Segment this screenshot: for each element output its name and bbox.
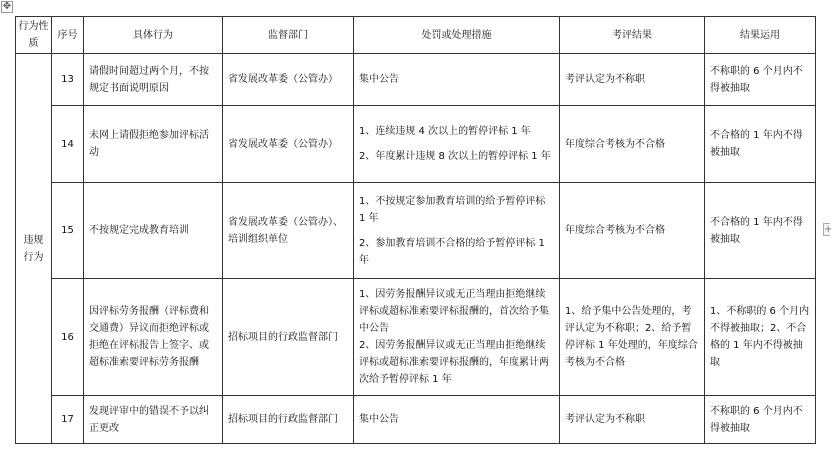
seq-cell: 16 (52, 279, 84, 396)
result-cell: 考评认定为不称职 (560, 54, 705, 106)
measures-cell (354, 183, 560, 279)
dept-cell: 省发展改革委（公管办） (223, 54, 354, 106)
dept-cell: 招标项目的行政监督部门 (223, 279, 354, 396)
table-insert-column-handle[interactable]: + (824, 224, 832, 235)
measure-spacer (359, 140, 554, 148)
measure-line: 1、连续违规 4 次以上的暂停评标 1 年 (359, 126, 531, 137)
table-row (16, 279, 816, 396)
seq-cell: 15 (52, 183, 84, 279)
table-row (16, 396, 816, 444)
header-category: 行为性质 (16, 17, 52, 54)
usage-cell: 不合格的 1 年内不得被抽取 (705, 106, 816, 183)
measures-cell (354, 279, 560, 396)
result-cell: 1、给予集中公告处理的，考评认定为不称职；2、给予暂停评标 1 年处理的，年度综合考核为不合格 (560, 279, 705, 396)
behavior-cell: 不按规定完成教育培训 (84, 183, 223, 279)
table-row (16, 54, 816, 106)
dept-cell: 省发展改革委（公管办） (223, 106, 354, 183)
usage-cell: 不称职的 6 个月内不得被抽取 (705, 396, 816, 444)
measure-spacer (359, 227, 554, 235)
usage-cell: 不合格的 1 年内不得被抽取 (705, 183, 816, 279)
header-usage: 结果运用 (705, 17, 816, 54)
seq-cell: 17 (52, 396, 84, 444)
measure-line: 1、不按规定参加教育培训的给予暂停评标 1 年 (359, 195, 546, 224)
behavior-cell: 发现评审中的错误不予以纠正更改 (84, 396, 223, 444)
measure-line: 2、年度累计违规 8 次以上的暂停评标 1 年 (359, 151, 551, 162)
dept-cell: 招标项目的行政监督部门 (223, 396, 354, 444)
violation-table (15, 16, 816, 444)
usage-cell: 1、不称职的 6 个月内不得被抽取；2、不合格的 1 年内不得被抽取 (705, 279, 816, 396)
seq-cell: 14 (52, 106, 84, 183)
measure-line: 集中公告 (359, 414, 399, 425)
table-row (16, 106, 816, 183)
seq-cell: 13 (52, 54, 84, 106)
header-measures: 处罚或处理措施 (354, 17, 560, 54)
category-cell: 违规行为 (16, 54, 52, 444)
usage-cell: 不称职的 6 个月内不得被抽取 (705, 54, 816, 106)
behavior-cell: 请假时间超过两个月，不按规定书面说明原因 (84, 54, 223, 106)
behavior-cell: 因评标劳务报酬（评标费和交通费）异议而拒绝评标或拒绝在评标报告上签字、或超标准索要评标劳务报酬 (84, 279, 223, 396)
header-dept: 监督部门 (223, 17, 354, 54)
measures-cell (354, 106, 560, 183)
measures-cell (354, 54, 560, 106)
dept-cell: 省发展改革委（公管办）、培训组织单位 (223, 183, 354, 279)
header-result: 考评结果 (560, 17, 705, 54)
header-seq: 序号 (52, 17, 84, 54)
result-cell: 年度综合考核为不合格 (560, 106, 705, 183)
measure-line: 集中公告 (359, 74, 399, 85)
measure-line: 2、参加教育培训不合格的给予暂停评标 1 年 (359, 237, 545, 266)
behavior-cell: 未网上请假拒绝参加评标活动 (84, 106, 223, 183)
result-cell: 年度综合考核为不合格 (560, 183, 705, 279)
measure-line: 2、因劳务报酬异议或无正当理由拒绝继续评标或超标准索要评标报酬的，年度累计两次给予暂停评标 1 年 (359, 340, 549, 385)
table-row (16, 183, 816, 279)
measures-cell (354, 396, 560, 444)
header-behavior: 具体行为 (84, 17, 223, 54)
table-header-row (16, 17, 816, 54)
table-move-handle[interactable]: ✥ (2, 1, 12, 12)
measure-line: 1、因劳务报酬异议或无正当理由拒绝继续评标或超标准索要评标报酬的，首次给予集中公告 (359, 289, 549, 334)
result-cell: 考评认定为不称职 (560, 396, 705, 444)
